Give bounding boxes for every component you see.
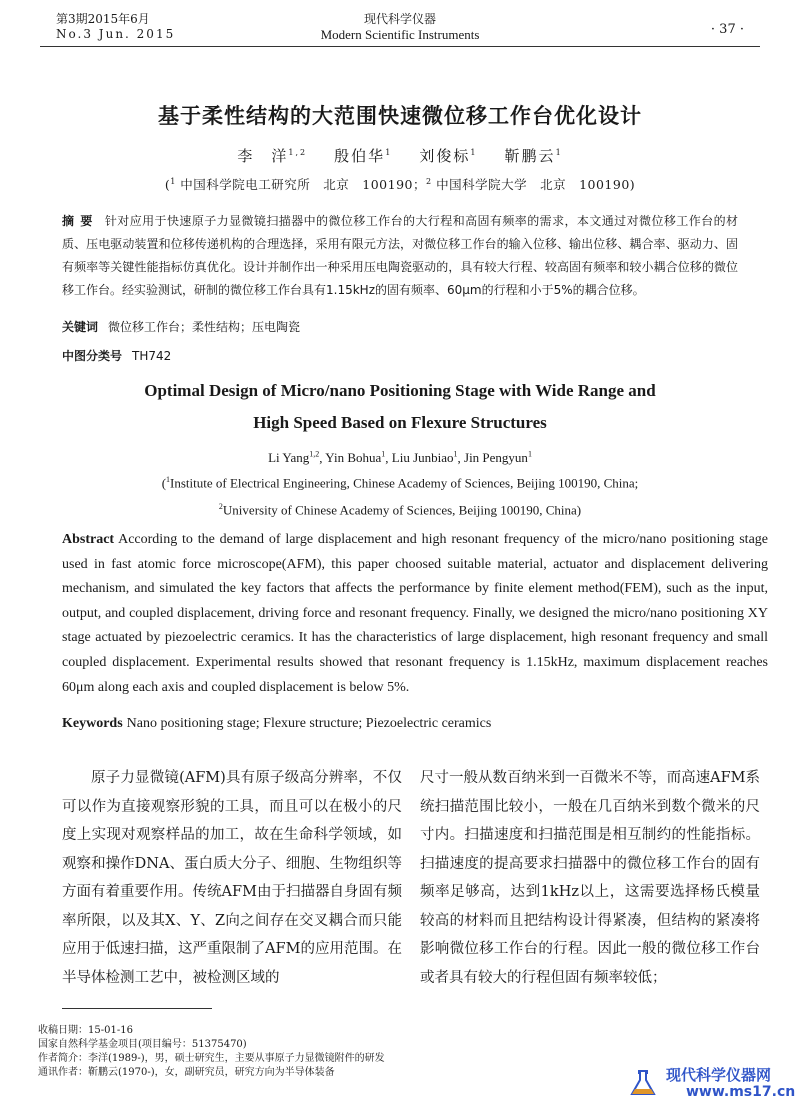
journal-cn: 现代科学仪器 (363, 12, 436, 26)
journal-en: Modern Scientific Instruments (320, 27, 480, 42)
footnote-corresponding: 通讯作者：靳鹏云(1970-)，女，副研究员，研究方向为半导体装备 (38, 1067, 335, 1078)
flask-icon (628, 1068, 658, 1098)
footnote-rule (62, 1008, 212, 1009)
author-cn: 李 洋$^{1,2}$ (237, 147, 308, 165)
author-en: Liu Junbiao$^1$ (391, 450, 458, 466)
author-cn: 殷伯华$^1$ (334, 147, 393, 165)
site-watermark (628, 1060, 796, 1106)
authors-cn (0, 145, 800, 166)
title-en-line: Optimal Design of Micro/nano Positioning Stage with Wide Range and (144, 381, 656, 400)
title-en-line: High Speed Based on Flexure Structures (253, 413, 547, 432)
keywords-en (62, 716, 491, 732)
paper-title-cn: 基于柔性结构的大范围快速微位移工作台优化设计 (158, 103, 642, 128)
abstract-label-en: Abstract (62, 532, 115, 547)
page-number: · 37 · (710, 22, 744, 37)
keywords-text-cn: 微位移工作台；柔性结构；压电陶瓷 (108, 320, 301, 334)
keywords-cn (62, 318, 300, 335)
abstract-text-en: According to the demand of large displacement and high resonant frequency of the micro/nano positioning stage used in fast atomic force microscope(AFM), this paper choosed suitable material, actuator and displacement delivering mechanism, and simulated the key factors that affects the performance by finite element method(FEM), such as the input, output, and coupled displacement, driving force and resonant frequency. Finally, we designed the micro/nano positioning XY stage actuated by piezoelectric ceramics. It has the characteristics of large displacement, high resonant frequency and small coupled displacement. Experimental results showed that resonant frequency is 1.15kHz, maximum displacement reaches 60μm along each axis and coupled displacement is below 5%. (62, 532, 768, 695)
issue-en: No.3 Jun. 2015 (56, 27, 176, 41)
author-en: Yin Bohua$^1$ (325, 450, 386, 466)
author-en: Jin Pengyun$^1$ (464, 450, 532, 466)
author-cn: 刘俊标$^1$ (419, 147, 478, 165)
keywords-text-en: Nano positioning stage; Flexure structure; Piezoelectric ceramics (126, 716, 492, 731)
paper-title-en (0, 375, 800, 439)
keywords-label-cn: 关键词 (62, 320, 99, 334)
journal-name (0, 12, 800, 42)
author-cn: 靳鹏云$^1$ (504, 147, 563, 165)
affiliations-cn: ($^1$ 中国科学院电工研究所 北京 100190；$^2$ 中国科学院大学 北京 100190) (164, 176, 636, 192)
body-column-right: 尺寸一般从数百纳米到一百微米不等，而高速AFM系统扫描范围比较小，一般在几百纳米到数个微米的尺寸内。扫描速度和扫描范围是相互制约的性能指标。扫描速度的提高要求扫描器中的微位移工作台的固有频率足够高，达到1kHz以上，这需要选择杨氏模量较高的材料而且把结构设计得紧凑，但结构的紧凑将影响微位移工作台的行程。因此一般的微位移工作台或者具有较大的行程但固有频率较低； (420, 770, 760, 986)
header-rule (40, 46, 760, 47)
issue-cn: 第3期2015年6月 (56, 12, 150, 26)
author-en: Li Yang$^{1,2}$ (268, 450, 320, 466)
body-column-left: 原子力显微镜(AFM)具有原子级高分辨率，不仅可以作为直接观察形貌的工具，而且可以在极小的尺度上实现对观察样品的加工，故在生命科学领域，如观察和操作DNA、蛋白质大分子、细胞、生物组织等方面有着重要作用。传统AFM由于扫描器自身固有频率所限，以及其X、Y、Z向之间存在交叉耦合而只能应用于低速扫描，这严重限制了AFM的应用范围。在半导体检测工艺中，被检测区域的 (62, 770, 402, 986)
classification-label: 中图分类号 (62, 349, 123, 363)
affiliation-en-1: ($^1$Institute of Electrical Engineering, Chinese Academy of Sciences, Beijing 100190, China; (161, 475, 639, 491)
affiliation-en-2: $^2$University of Chinese Academy of Sciences, Beijing 100190, China) (218, 502, 582, 518)
footnote-funding: 国家自然科学基金项目(项目编号：51375470) (38, 1039, 247, 1050)
abstract-text-cn: 针对应用于快速原子力显微镜扫描器中的微位移工作台的大行程和高固有频率的需求，本文通过对微位移工作台的材质、压电驱动装置和位移传递机构的合理选择，采用有限元方法，对微位移工作台的输入位移、输出位移、耦合率、驱动力、固有频率等关键性能指标仿真优化。设计并制作出一种采用压电陶瓷驱动的，具有较大行程、较高固有频率和较小耦合位移的微位移工作台。经实验测试，研制的微位移工作台具有1.15kHz的固有频率、60μm的行程和小于5%的耦合位移。 (62, 214, 738, 297)
abstract-cn (62, 210, 738, 302)
footnote-received: 收稿日期：15-01-16 (38, 1025, 133, 1036)
classification-code: TH742 (132, 349, 172, 363)
abstract-label-cn: 摘要 (62, 214, 99, 228)
authors-en: Li Yang$^{1,2}$, Yin Bohua$^1$, Liu Junbiao$^1$, Jin Pengyun$^1$ (268, 450, 532, 466)
watermark-title: 现代科学仪器网 (666, 1066, 772, 1084)
footnote-author: 作者简介：李洋(1989-)，男，硕士研究生，主要从事原子力显微镜附件的研发 (38, 1053, 385, 1064)
abstract-en (62, 528, 768, 700)
footnotes (38, 1024, 638, 1080)
watermark-url: www.ms17.cn (686, 1084, 796, 1100)
classification-cn (62, 347, 171, 364)
keywords-label-en: Keywords (62, 716, 123, 731)
